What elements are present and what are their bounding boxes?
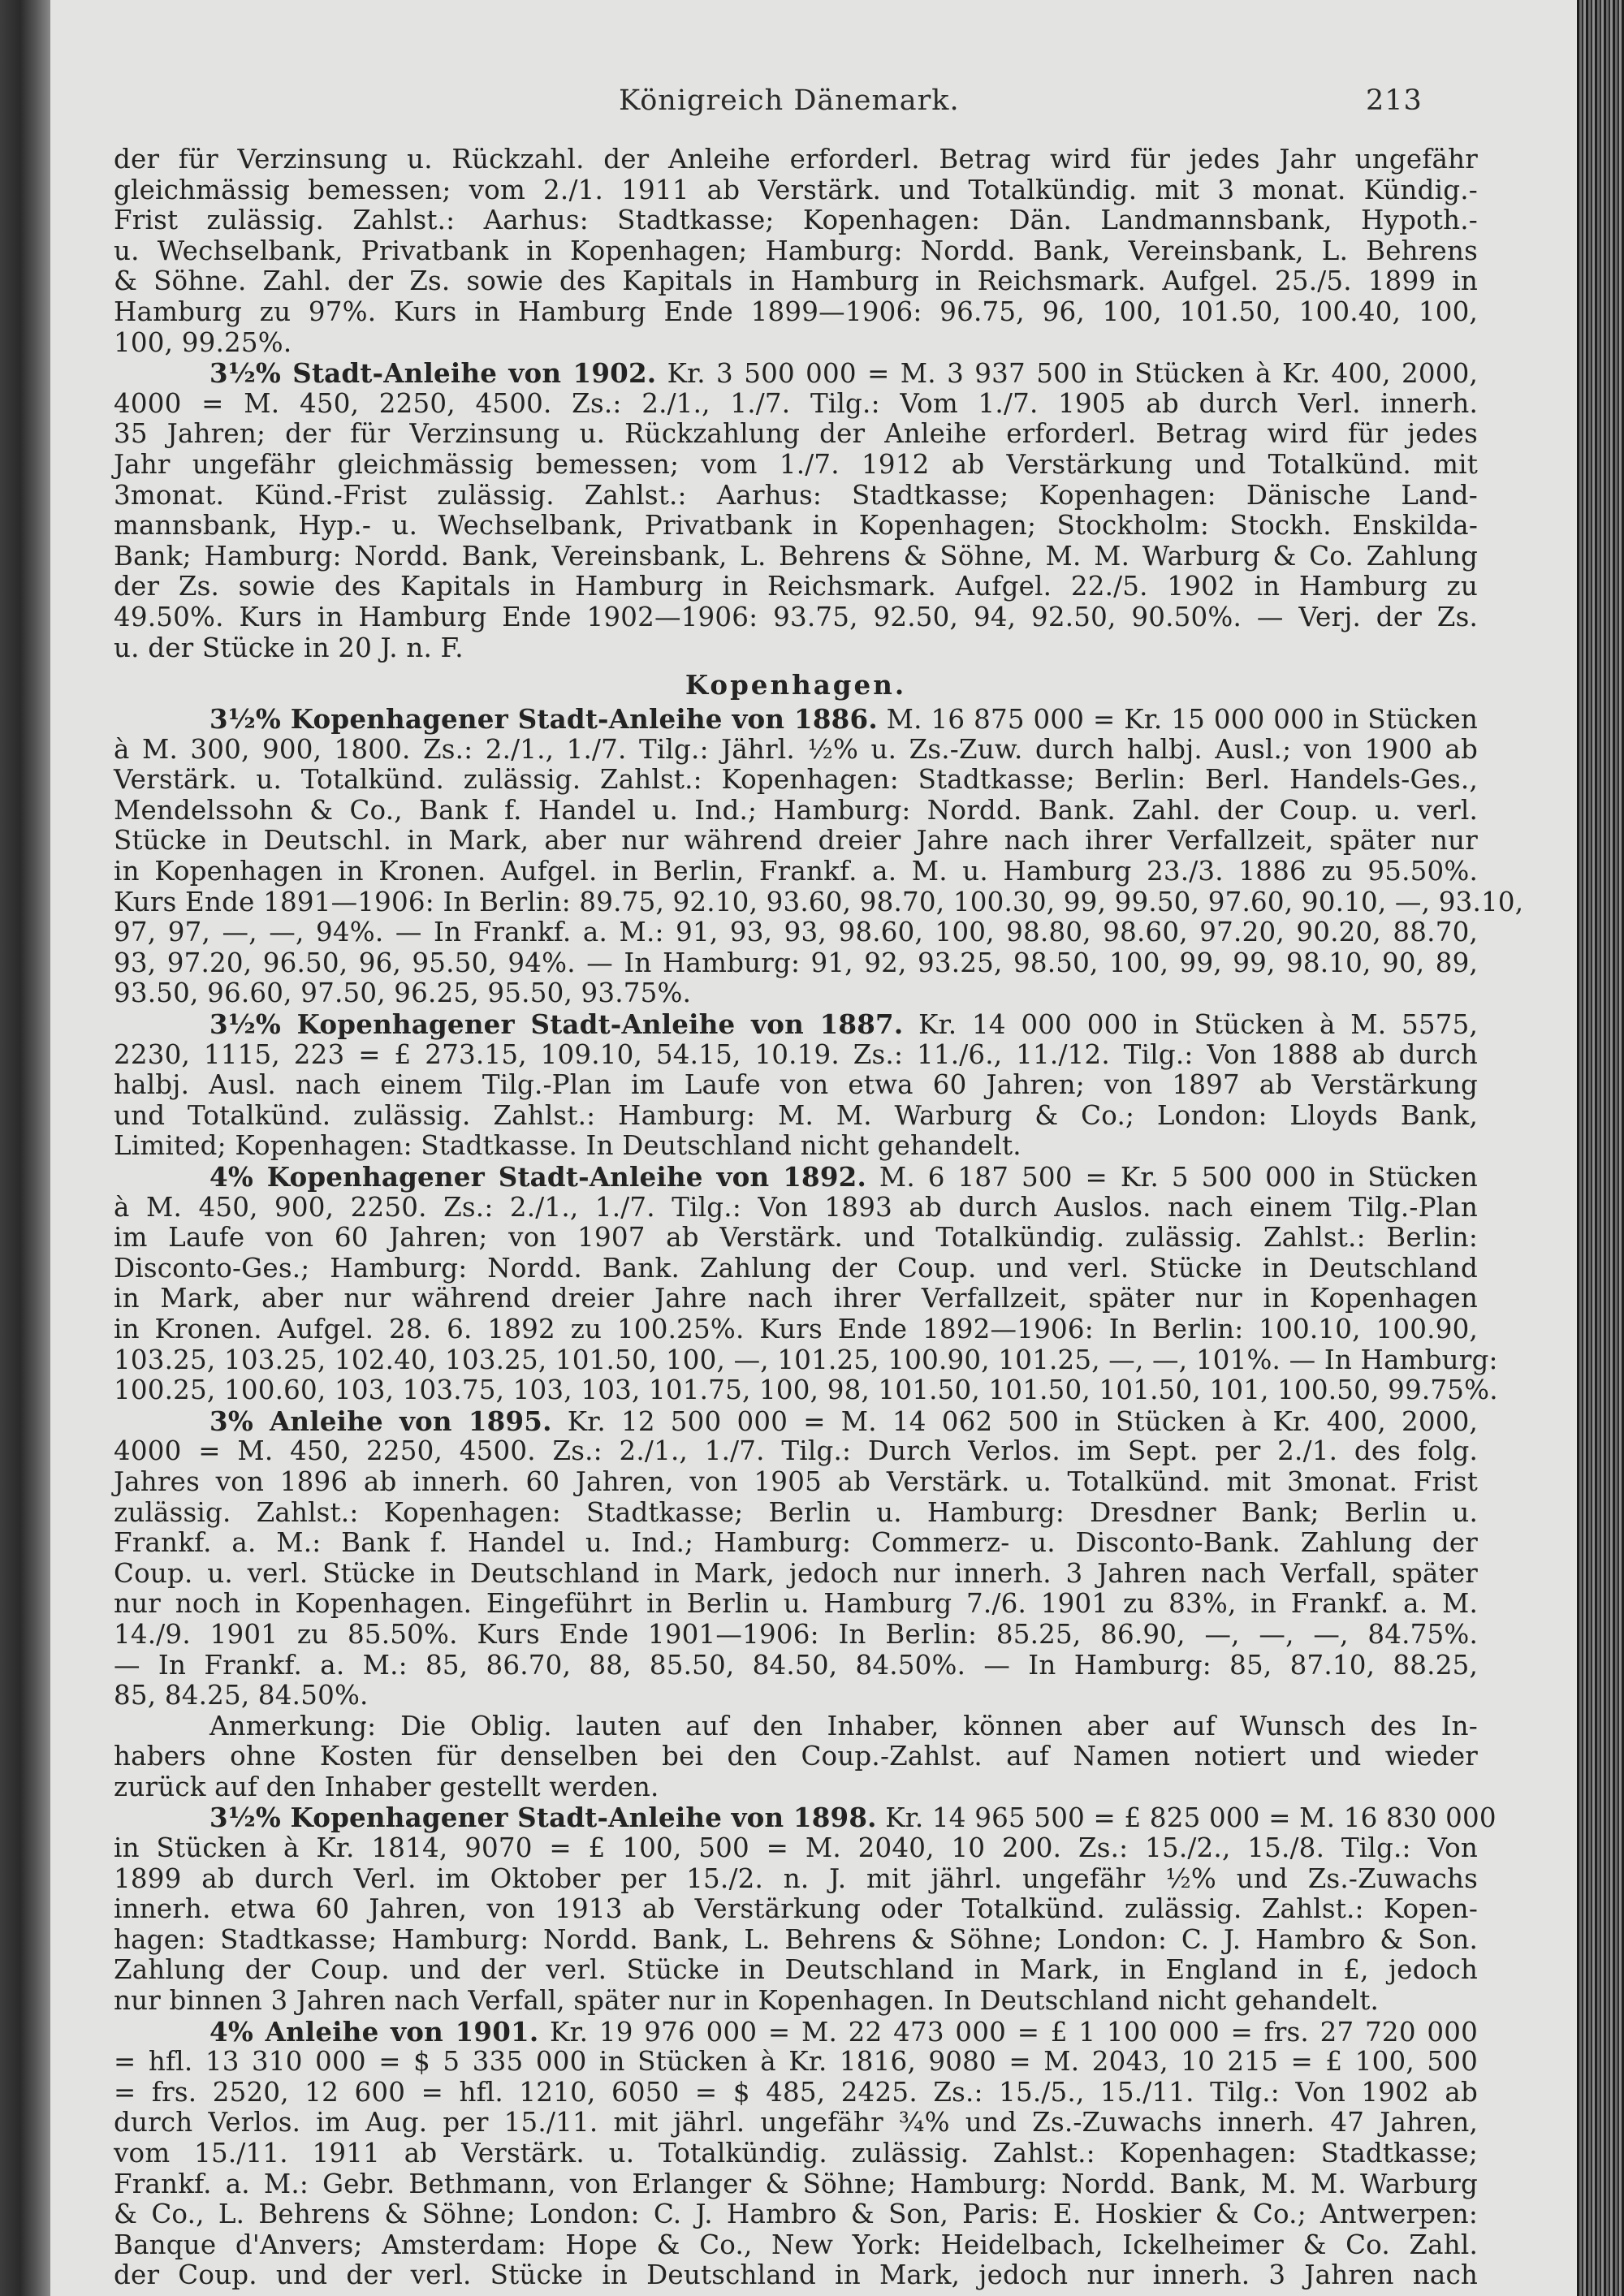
text-line <box>114 419 1478 450</box>
line-text: à M. 300, 900, 1800. Zs.: 2./1., 1./7. Tilg.: Jährl. ½% u. Zs.-Zuw. durch halbj. Ausl.; von 1900 ab <box>114 733 1478 765</box>
bond-heading: 4% Anleihe von 1901. <box>209 2015 539 2048</box>
text-line <box>114 542 1478 572</box>
line-text: der Coup. und der verl. Stücke in Deutschland in Mark, jedoch nur innerh. 3 Jahren nach <box>114 2259 1478 2291</box>
text-line <box>114 1864 1478 1895</box>
text-line <box>114 1833 1478 1864</box>
text-line <box>114 857 1478 887</box>
text-line <box>114 2169 1478 2200</box>
text-line <box>114 1986 1478 2017</box>
text-line <box>114 1254 1478 1284</box>
line-text: u. Wechselbank, Privatbank in Kopenhagen; Hamburg: Nordd. Bank, Vereinsbank, L. Behrens <box>114 235 1478 266</box>
line-text: habers ohne Kosten für denselben bei den Coup.-Zahlst. auf Namen notiert und wieder <box>114 1741 1478 1772</box>
section-heading: Kopenhagen. <box>685 669 907 701</box>
line-text: mannsbank, Hyp.- u. Wechselbank, Privatbank in Kopenhagen; Stockholm: Stockh. Enskilda- <box>114 510 1478 542</box>
text-line <box>114 328 1478 359</box>
text-line <box>114 765 1478 796</box>
text-line <box>114 1955 1478 1986</box>
text-line <box>114 1040 1478 1071</box>
line-text: Kr. 14 000 000 in Stücken à M. 5575, <box>903 1009 1478 1041</box>
text-line <box>114 1375 1498 1406</box>
line-text: in Kopenhagen in Kronen. Aufgel. in Berlin, Frankf. a. M. u. Hamburg 23./3. 1886 zu 95.50%. <box>114 856 1478 887</box>
line-text: gleichmässig bemessen; vom 2./1. 1911 ab Verstärk. und Totalkündig. mit 3 monat. Kündig.- <box>114 174 1478 205</box>
text-line <box>114 1711 1478 1742</box>
text-line <box>114 389 1478 420</box>
text-line <box>114 2108 1478 2138</box>
bond-heading: 4% Kopenhagener Stadt-Anleihe von 1892. <box>209 1161 866 1193</box>
line-text: 85, 84.25, 84.50%. <box>114 1680 369 1711</box>
line-text: Stücke in Deutschl. in Mark, aber nur während dreier Jahre nach ihrer Verfallzeit, später nur <box>114 825 1478 857</box>
line-text: 97, 97, —, —, 94%. — In Frankf. a. M.: 91, 93, 93, 98.60, 100, 98.80, 98.60, 97.20, 90.20, 88.70, <box>114 917 1478 948</box>
line-text: 2230, 1115, 223 = £ 273.15, 109.10, 54.15, 10.19. Zs.: 11./6., 11./12. Tilg.: Von 1888 ab durch <box>114 1038 1478 1070</box>
text-line <box>114 978 1478 1009</box>
text-line <box>114 2199 1478 2230</box>
line-text: — In Frankf. a. M.: 85, 86.70, 88, 85.50, 84.50, 84.50%. — In Hamburg: 85, 87.10, 88.25, <box>114 1649 1478 1681</box>
line-text: & Co., L. Behrens & Söhne; London: C. J. Hambro & Son, Paris: E. Hoskier & Co.; Antwerpen: <box>114 2199 1478 2230</box>
bond-heading: 3½% Kopenhagener Stadt-Anleihe von 1887. <box>209 1008 904 1041</box>
text-line <box>114 297 1478 328</box>
text-line <box>114 511 1478 542</box>
text-line <box>114 1651 1478 1681</box>
line-text: nur noch in Kopenhagen. Eingeführt in Berlin u. Hamburg 7./6. 1901 zu 83%, in Frankf. a. M. <box>114 1588 1478 1620</box>
text-line <box>114 1131 1478 1162</box>
text-line <box>114 1070 1478 1101</box>
text-line <box>114 917 1478 948</box>
text-line <box>114 481 1478 511</box>
line-text: Hamburg zu 97%. Kurs in Hamburg Ende 1899—1906: 96.75, 96, 100, 101.50, 100.40, 100, <box>114 296 1478 327</box>
line-text: 4000 = M. 450, 2250, 4500. Zs.: 2./1., 1./7. Tilg.: Vom 1./7. 1905 ab durch Verl. innerh. <box>114 387 1478 419</box>
text-line <box>114 1528 1478 1559</box>
line-text: Anmerkung: Die Oblig. lauten auf den Inhaber, können aber auf Wunsch des In- <box>209 1710 1478 1741</box>
line-text: = hfl. 13 310 000 = $ 5 335 000 in Stücken à Kr. 1816, 9080 = M. 2043, 10 215 = £ 100, 500 <box>114 2046 1478 2078</box>
line-text: Kr. 12 500 000 = M. 14 062 500 in Stücken à Kr. 400, 2000, <box>551 1405 1478 1437</box>
line-text: der für Verzinsung u. Rückzahl. der Anleihe erforderl. Betrag wird für jedes Jahr ungefähr <box>114 144 1478 175</box>
text-line <box>114 1925 1478 1956</box>
line-text: Jahres von 1896 ab innerh. 60 Jahren, von 1905 ab Verstärk. u. Totalkünd. mit 3monat. Frist <box>114 1465 1478 1497</box>
line-text: Kurs Ende 1891—1906: In Berlin: 89.75, 92.10, 93.60, 98.70, 100.30, 99, 99.50, 97.60, 90.10, —, 93.10, <box>114 886 1524 917</box>
line-text: Zahlung der Coup. und der verl. Stücke in Deutschland in Mark, in England in £, jedoch <box>114 1954 1478 1986</box>
line-text: durch Verlos. im Aug. per 15./11. mit jährl. ungefähr ¾% und Zs.-Zuwachs innerh. 47 Jahren, <box>114 2107 1478 2138</box>
text-line <box>114 2230 1478 2261</box>
text-line <box>114 1498 1478 1529</box>
text-line <box>114 1436 1478 1467</box>
line-text: 100, 99.25%. <box>114 326 292 358</box>
line-text: halbj. Ausl. nach einem Tilg.-Plan im Laufe von etwa 60 Jahren; von 1897 ab Verstärkung <box>114 1069 1478 1101</box>
line-text: & Söhne. Zahl. der Zs. sowie des Kapitals in Hamburg in Reichsmark. Aufgel. 25./5. 1899 in <box>114 265 1478 297</box>
bond-heading: 3½% Stadt-Anleihe von 1902. <box>209 357 657 390</box>
bond-heading: 3½% Kopenhagener Stadt-Anleihe von 1886. <box>209 703 878 736</box>
line-text: u. der Stücke in 20 J. n. F. <box>114 632 464 663</box>
text-line <box>114 1009 1478 1040</box>
text-line <box>114 175 1478 206</box>
text-line <box>114 1223 1478 1254</box>
text-line <box>114 886 1524 918</box>
text-line <box>114 2047 1478 2078</box>
line-text: = frs. 2520, 12 600 = hfl. 1210, 6050 = $ 485, 2425. Zs.: 15./5., 15./11. Tilg.: Von 1902 ab <box>114 2076 1478 2108</box>
text-line <box>114 796 1478 826</box>
line-text: M. 16 875 000 = Kr. 15 000 000 in Stücken <box>877 704 1479 736</box>
text-line <box>114 572 1478 602</box>
line-text: 1899 ab durch Verl. im Oktober per 15./2. n. J. mit jährl. ungefähr ½% und Zs.-Zuwachs <box>114 1862 1478 1894</box>
line-text: und Totalkünd. zulässig. Zahlst.: Hamburg: M. M. Warburg & Co.; London: Lloyds Bank, <box>114 1099 1478 1131</box>
text-line <box>114 602 1478 633</box>
text-line <box>114 2017 1478 2048</box>
line-text: Kr. 14 965 500 = £ 825 000 = M. 16 830 000 <box>876 1802 1497 1834</box>
text-line <box>114 1193 1478 1224</box>
book-edge <box>1577 0 1624 2296</box>
line-text: Limited; Kopenhagen: Stadtkasse. In Deutschland nicht gehandelt. <box>114 1130 1021 1162</box>
text-line <box>114 735 1478 766</box>
text-line <box>114 358 1478 389</box>
page-body <box>114 144 1524 2291</box>
line-text: Mendelssohn & Co., Bank f. Handel u. Ind.; Hamburg: Nordd. Bank. Zahl. der Coup. u. verl. <box>114 794 1478 826</box>
text-line <box>114 1589 1478 1620</box>
text-line <box>114 1741 1478 1772</box>
line-text: Frankf. a. M.: Gebr. Bethmann, von Erlanger & Söhne; Hamburg: Nordd. Bank, M. M. Warburg <box>114 2168 1478 2199</box>
line-text: Coup. u. verl. Stücke in Deutschland in Mark, jedoch nur innerh. 3 Jahren nach Verfall, später <box>114 1557 1478 1589</box>
line-text: hagen: Stadtkasse; Hamburg: Nordd. Bank, L. Behrens & Söhne; London: C. J. Hambro & Son. <box>114 1923 1478 1955</box>
text-line <box>114 2138 1478 2169</box>
page-number: 213 <box>1366 84 1423 117</box>
text-line <box>114 266 1478 297</box>
running-title: Königreich Dänemark. <box>619 84 960 117</box>
line-text: Jahr ungefähr gleichmässig bemessen; vom 1./7. 1912 ab Verstärkung und Totalkünd. mit <box>114 448 1478 480</box>
line-text: Kr. 19 976 000 = M. 22 473 000 = £ 1 100 000 = frs. 27 720 000 <box>538 2016 1478 2048</box>
text-line <box>114 1406 1478 1437</box>
text-line <box>114 1681 1478 1711</box>
book-page <box>50 0 1577 2296</box>
line-text: zulässig. Zahlst.: Kopenhagen: Stadtkasse; Berlin u. Hamburg: Dresdner Bank; Berlin u. <box>114 1496 1478 1528</box>
text-line <box>114 1894 1478 1925</box>
line-text: 93, 97.20, 96.50, 96, 95.50, 94%. — In Hamburg: 91, 92, 93.25, 98.50, 100, 99, 99, 98.10, 90, 89, <box>114 947 1478 978</box>
line-text: 100.25, 100.60, 103, 103.75, 103, 103, 101.75, 100, 98, 101.50, 101.50, 101.50, 101, 100.50, 99.75%. <box>114 1375 1498 1406</box>
text-line <box>114 205 1478 236</box>
text-line <box>114 236 1478 267</box>
line-text: 35 Jahren; der für Verzinsung u. Rückzahlung der Anleihe erforderl. Betrag wird für jedes <box>114 418 1478 450</box>
text-line <box>114 704 1478 735</box>
line-text: Frist zulässig. Zahlst.: Aarhus: Stadtkasse; Kopenhagen: Dän. Landmannsbank, Hypoth.- <box>114 205 1478 236</box>
line-text: Banque d'Anvers; Amsterdam: Hope & Co., New York: Heidelbach, Ickelheimer & Co. Zahl. <box>114 2229 1478 2260</box>
text-line <box>114 145 1478 175</box>
text-line <box>114 826 1478 857</box>
line-text: 14./9. 1901 zu 85.50%. Kurs Ende 1901—1906: In Berlin: 85.25, 86.90, —, —, —, 84.75%. <box>114 1618 1478 1650</box>
text-line <box>114 948 1478 979</box>
line-text: Verstärk. u. Totalkünd. zulässig. Zahlst.: Kopenhagen: Stadtkasse; Berlin: Berl. Handels-Ges., <box>114 764 1478 796</box>
line-text: M. 6 187 500 = Kr. 5 500 000 in Stücken <box>866 1162 1479 1193</box>
text-line <box>114 2078 1478 2108</box>
text-line <box>114 1620 1478 1651</box>
text-line <box>114 1344 1498 1376</box>
line-text: Bank; Hamburg: Nordd. Bank, Vereinsbank, L. Behrens & Söhne, M. M. Warburg & Co. Zahlung <box>114 540 1478 572</box>
line-text: 93.50, 96.60, 97.50, 96.25, 95.50, 93.75%. <box>114 978 692 1009</box>
line-text: Frankf. a. M.: Bank f. Handel u. Ind.; Hamburg: Commerz- u. Disconto-Bank. Zahlung der <box>114 1527 1478 1559</box>
line-text: Kr. 3 500 000 = M. 3 937 500 in Stücken à Kr. 400, 2000, <box>656 358 1479 390</box>
text-line <box>114 1284 1478 1314</box>
line-text: 3monat. Künd.-Frist zulässig. Zahlst.: Aarhus: Stadtkasse; Kopenhagen: Dänische Land- <box>114 479 1478 511</box>
line-text: im Laufe von 60 Jahren; von 1907 ab Verstärk. und Totalkündig. zulässig. Zahlst.: Berlin: <box>114 1222 1478 1254</box>
text-line <box>114 1162 1478 1193</box>
line-text: in Stücken à Kr. 1814, 9070 = £ 100, 500 = M. 2040, 10 200. Zs.: 15./2., 15./8. Tilg.: Von <box>114 1832 1478 1864</box>
text-line <box>114 2260 1478 2291</box>
line-text: in Mark, aber nur während dreier Jahre nach ihrer Verfallzeit, später nur in Kopenhagen <box>114 1283 1478 1314</box>
page-header <box>50 84 1577 125</box>
line-text: 103.25, 103.25, 102.40, 103.25, 101.50, 100, —, 101.25, 100.90, 101.25, —, —, 101%. — In Hamburg: <box>114 1344 1498 1375</box>
bond-heading: 3½% Kopenhagener Stadt-Anleihe von 1898. <box>209 1802 877 1834</box>
line-text: Disconto-Ges.; Hamburg: Nordd. Bank. Zahlung der Coup. und verl. Stücke in Deutschland <box>114 1252 1478 1284</box>
line-text: 49.50%. Kurs in Hamburg Ende 1902—1906: 93.75, 92.50, 94, 92.50, 90.50%. — Verj. der Zs. <box>114 601 1478 632</box>
line-text: à M. 450, 900, 2250. Zs.: 2./1., 1./7. Tilg.: Von 1893 ab durch Auslos. nach einem Tilg.-Plan <box>114 1191 1478 1223</box>
text-line <box>114 1314 1478 1345</box>
line-text: innerh. etwa 60 Jahren, von 1913 ab Verstärkung oder Totalkünd. zulässig. Zahlst.: Kopen- <box>114 1893 1478 1925</box>
line-text: 4000 = M. 450, 2250, 4500. Zs.: 2./1., 1./7. Tilg.: Durch Verlos. im Sept. per 2./1. des folg. <box>114 1435 1478 1467</box>
bond-heading: 3% Anleihe von 1895. <box>209 1405 552 1437</box>
line-text: nur binnen 3 Jahren nach Verfall, später nur in Kopenhagen. In Deutschland nicht gehandelt. <box>114 1985 1380 2017</box>
text-line <box>114 1772 1478 1803</box>
text-line <box>114 633 1478 664</box>
book-gutter-shadow <box>0 0 50 2296</box>
line-text: der Zs. sowie des Kapitals in Hamburg in Reichsmark. Aufgel. 22./5. 1902 in Hamburg zu <box>114 571 1478 602</box>
text-line <box>114 1101 1478 1132</box>
line-text: in Kronen. Aufgel. 28. 6. 1892 zu 100.25%. Kurs Ende 1892—1906: In Berlin: 100.10, 100.90, <box>114 1313 1478 1344</box>
text-line <box>114 1467 1478 1498</box>
text-line <box>114 1802 1497 1834</box>
line-text: zurück auf den Inhaber gestellt werden. <box>114 1771 659 1802</box>
line-text: vom 15./11. 1911 ab Verstärk. u. Totalkündig. zulässig. Zahlst.: Kopenhagen: Stadtkasse; <box>114 2138 1478 2169</box>
text-line <box>114 1559 1478 1590</box>
text-line <box>114 450 1478 481</box>
